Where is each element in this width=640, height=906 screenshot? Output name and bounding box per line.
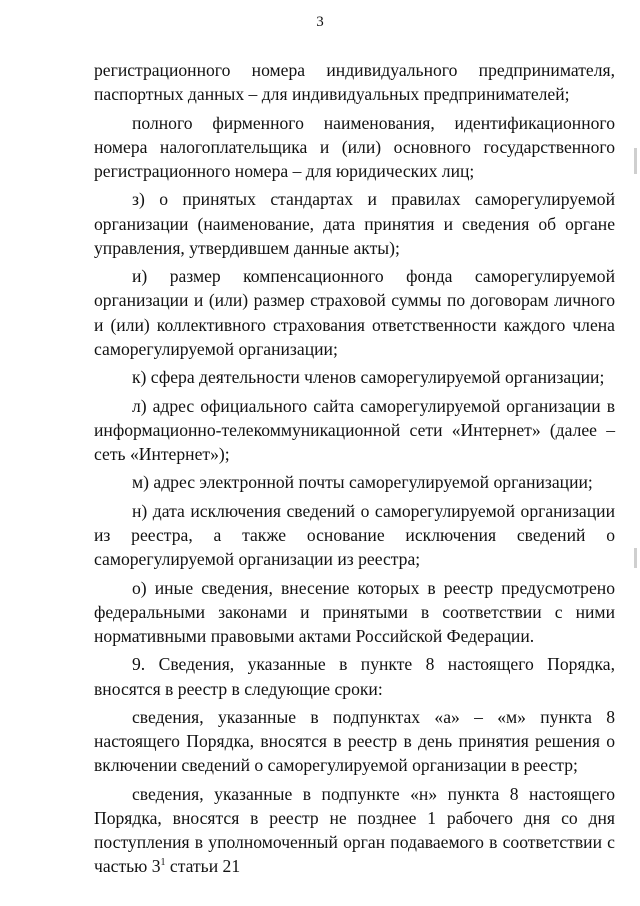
- document-body: [94, 58, 615, 883]
- paragraph-item-o-other-info: о) иные сведения, внесение которых в реестр предусмотрено федеральными законами и принятыми в соответствии с ними нормативными правовыми актами Российской Федерации.: [94, 577, 615, 646]
- paragraph-deadline-a-m: сведения, указанные в подпунктах «а» – «м» пункта 8 настоящего Порядка, вносятся в реестр в день принятия решения о включении сведений о саморегулируемой организации в реестр;: [94, 706, 615, 776]
- paragraph-registration-number: регистрационного номера индивидуального предпринимателя, паспортных данных – для индивидуальных предпринимателей;: [94, 60, 615, 105]
- paragraph-item-i-compensation-fund: и) размер компенсационного фонда саморегулируемой организации и (или) размер страховой суммы по договорам личного и (или) коллективного страхования ответственности каждого члена саморегулируемой организации;: [94, 266, 615, 359]
- paragraph-section-9: 9. Сведения, указанные в пункте 8 настоящего Порядка, вносятся в реестр в следующие сроки:: [94, 654, 615, 699]
- paragraph-item-m-email: м) адрес электронной почты саморегулируемой организации;: [132, 472, 593, 493]
- superscript-part-number: 1: [160, 857, 166, 869]
- scan-edge-mark: [634, 548, 637, 568]
- paragraph-deadline-n-tail: статьи 21: [165, 856, 241, 877]
- page-number: 3: [316, 14, 324, 30]
- paragraph-deadline-n-text: сведения, указанные в подпункте «н» пункта 8 настоящего Порядка, вносятся в реестр не позднее 1 рабочего дня со дня поступления в уполномоченный орган подаваемого в соответствии с частью 3: [94, 783, 615, 877]
- paragraph-item-k-activity-scope: к) сфера деятельности членов саморегулируемой организации;: [132, 367, 605, 388]
- paragraph-item-n-exclusion-date: н) дата исключения сведений о саморегулируемой организации из реестра, а также основание исключения сведений о саморегулируемой организации из реестра;: [94, 500, 615, 570]
- paragraph-company-name: полного фирменного наименования, идентификационного номера налогоплательщика и (или) основного государственного регистрационного номера – для юридических лиц;: [94, 112, 615, 181]
- paragraph-item-l-website: л) адрес официального сайта саморегулируемой организации в информационно-телекоммуникационной сети «Интернет» (далее – сеть «Интернет»);: [94, 395, 615, 464]
- paragraph-deadline-n: [94, 782, 615, 879]
- scan-edge-mark: [634, 148, 637, 174]
- paragraph-item-z-standards: з) о принятых стандартах и правилах саморегулируемой организации (наименование, дата принятия и сведения об органе управления, утвердившем данные акты);: [94, 189, 615, 258]
